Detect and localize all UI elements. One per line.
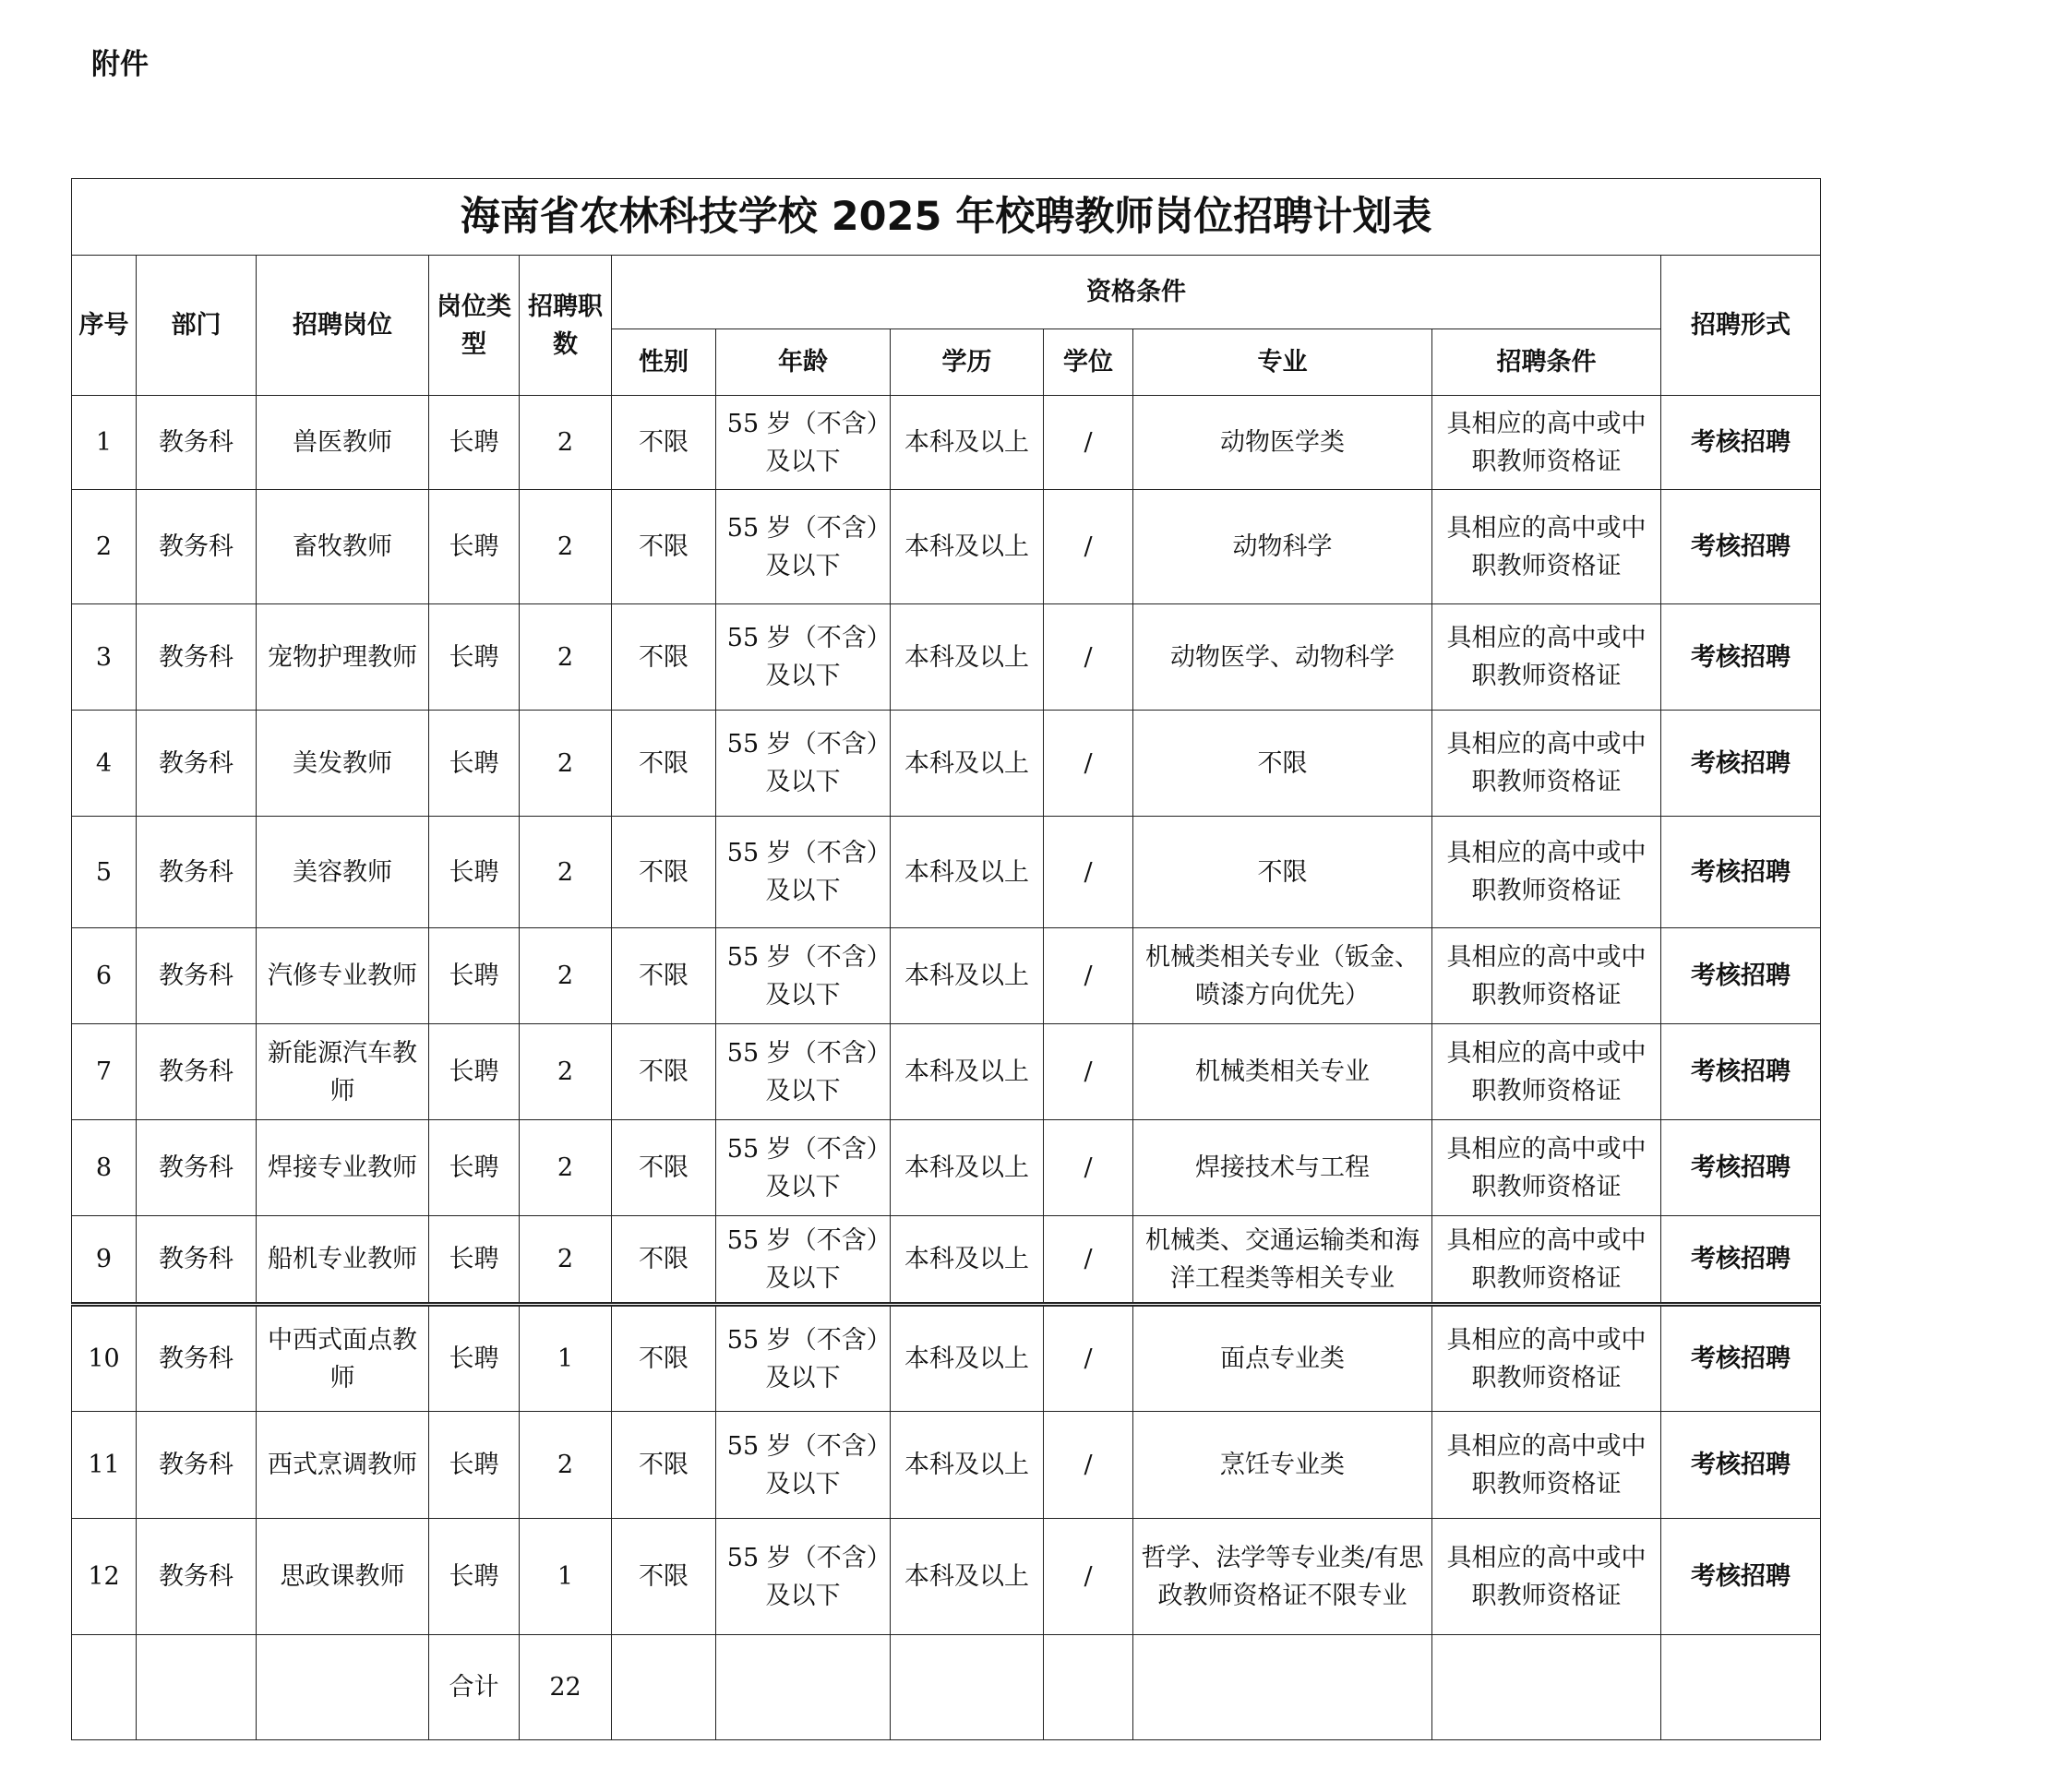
cell-conditions: 具相应的高中或中职教师资格证 [1432,1216,1661,1305]
total-cell [891,1635,1044,1740]
cell-position: 中西式面点教师 [257,1305,429,1412]
cell-position: 美容教师 [257,817,429,928]
cell-form: 考核招聘 [1661,396,1821,490]
header-conditions: 招聘条件 [1432,329,1661,396]
table-row [72,817,1821,928]
table-row [72,490,1821,604]
header-education: 学历 [891,329,1044,396]
cell-conditions: 具相应的高中或中职教师资格证 [1432,490,1661,604]
cell-position: 焊接专业教师 [257,1120,429,1216]
cell-age: 55 岁（不含）及以下 [716,711,891,817]
cell-education: 本科及以上 [891,1305,1044,1412]
cell-position: 宠物护理教师 [257,604,429,711]
total-cell [257,1635,429,1740]
cell-gender: 不限 [612,604,716,711]
cell-gender: 不限 [612,1120,716,1216]
cell-major: 机械类相关专业（钣金、喷漆方向优先） [1133,928,1432,1024]
cell-form: 考核招聘 [1661,604,1821,711]
cell-education: 本科及以上 [891,711,1044,817]
cell-count: 2 [520,1120,612,1216]
cell-dept: 教务科 [137,1024,257,1120]
cell-education: 本科及以上 [891,1024,1044,1120]
table-row [72,1519,1821,1635]
cell-gender: 不限 [612,1519,716,1635]
cell-type: 长聘 [429,1519,520,1635]
cell-age: 55 岁（不含）及以下 [716,1519,891,1635]
cell-education: 本科及以上 [891,1216,1044,1305]
cell-seq: 1 [72,396,137,490]
cell-type: 长聘 [429,711,520,817]
cell-conditions: 具相应的高中或中职教师资格证 [1432,1412,1661,1519]
cell-major: 烹饪专业类 [1133,1412,1432,1519]
cell-count: 1 [520,1305,612,1412]
cell-dept: 教务科 [137,1120,257,1216]
cell-type: 长聘 [429,1024,520,1120]
cell-gender: 不限 [612,928,716,1024]
cell-form: 考核招聘 [1661,1120,1821,1216]
cell-count: 2 [520,1216,612,1305]
total-cell [716,1635,891,1740]
cell-major: 不限 [1133,817,1432,928]
cell-education: 本科及以上 [891,1519,1044,1635]
cell-degree: / [1044,1120,1133,1216]
cell-dept: 教务科 [137,1412,257,1519]
cell-count: 2 [520,928,612,1024]
cell-education: 本科及以上 [891,1412,1044,1519]
attachment-label: 附件 [91,48,149,81]
cell-seq: 9 [72,1216,137,1305]
total-label: 合计 [429,1635,520,1740]
cell-degree: / [1044,1305,1133,1412]
header-post-type: 岗位类型 [429,256,520,396]
header-qualifications: 资格条件 [612,256,1661,329]
cell-seq: 3 [72,604,137,711]
table-row [72,1412,1821,1519]
cell-type: 长聘 [429,928,520,1024]
total-cell [137,1635,257,1740]
cell-degree: / [1044,928,1133,1024]
header-major: 专业 [1133,329,1432,396]
cell-degree: / [1044,817,1133,928]
header-position: 招聘岗位 [257,256,429,396]
cell-gender: 不限 [612,1024,716,1120]
cell-major: 哲学、法学等专业类/有思政教师资格证不限专业 [1133,1519,1432,1635]
table-row [72,1024,1821,1120]
cell-seq: 8 [72,1120,137,1216]
table-title: 海南省农林科技学校 2025 年校聘教师岗位招聘计划表 [72,179,1821,256]
cell-gender: 不限 [612,817,716,928]
cell-age: 55 岁（不含）及以下 [716,1024,891,1120]
cell-seq: 12 [72,1519,137,1635]
cell-age: 55 岁（不含）及以下 [716,604,891,711]
cell-major: 焊接技术与工程 [1133,1120,1432,1216]
cell-conditions: 具相应的高中或中职教师资格证 [1432,396,1661,490]
cell-seq: 7 [72,1024,137,1120]
cell-count: 2 [520,604,612,711]
total-row [72,1635,1821,1740]
header-form: 招聘形式 [1661,256,1821,396]
cell-type: 长聘 [429,396,520,490]
cell-education: 本科及以上 [891,490,1044,604]
cell-conditions: 具相应的高中或中职教师资格证 [1432,604,1661,711]
cell-position: 畜牧教师 [257,490,429,604]
cell-position: 船机专业教师 [257,1216,429,1305]
cell-dept: 教务科 [137,1305,257,1412]
cell-seq: 5 [72,817,137,928]
cell-major: 机械类、交通运输类和海洋工程类等相关专业 [1133,1216,1432,1305]
cell-age: 55 岁（不含）及以下 [716,817,891,928]
table-row [72,711,1821,817]
cell-form: 考核招聘 [1661,1024,1821,1120]
cell-form: 考核招聘 [1661,711,1821,817]
header-dept: 部门 [137,256,257,396]
cell-position: 新能源汽车教师 [257,1024,429,1120]
cell-seq: 10 [72,1305,137,1412]
total-value: 22 [520,1635,612,1740]
cell-major: 动物科学 [1133,490,1432,604]
cell-conditions: 具相应的高中或中职教师资格证 [1432,928,1661,1024]
cell-age: 55 岁（不含）及以下 [716,490,891,604]
cell-seq: 6 [72,928,137,1024]
cell-degree: / [1044,1519,1133,1635]
cell-major: 面点专业类 [1133,1305,1432,1412]
cell-gender: 不限 [612,490,716,604]
cell-degree: / [1044,1024,1133,1120]
cell-type: 长聘 [429,1216,520,1305]
cell-age: 55 岁（不含）及以下 [716,928,891,1024]
cell-count: 2 [520,490,612,604]
cell-major: 机械类相关专业 [1133,1024,1432,1120]
cell-count: 2 [520,711,612,817]
cell-degree: / [1044,1216,1133,1305]
table-row [72,1305,1821,1412]
cell-conditions: 具相应的高中或中职教师资格证 [1432,1024,1661,1120]
cell-seq: 11 [72,1412,137,1519]
cell-dept: 教务科 [137,1216,257,1305]
cell-dept: 教务科 [137,817,257,928]
total-cell [612,1635,716,1740]
cell-education: 本科及以上 [891,817,1044,928]
cell-gender: 不限 [612,711,716,817]
cell-education: 本科及以上 [891,604,1044,711]
cell-degree: / [1044,396,1133,490]
cell-conditions: 具相应的高中或中职教师资格证 [1432,1120,1661,1216]
cell-dept: 教务科 [137,396,257,490]
cell-conditions: 具相应的高中或中职教师资格证 [1432,1519,1661,1635]
cell-form: 考核招聘 [1661,1305,1821,1412]
cell-age: 55 岁（不含）及以下 [716,396,891,490]
cell-type: 长聘 [429,1305,520,1412]
cell-type: 长聘 [429,490,520,604]
cell-major: 动物医学、动物科学 [1133,604,1432,711]
cell-position: 思政课教师 [257,1519,429,1635]
cell-age: 55 岁（不含）及以下 [716,1120,891,1216]
cell-gender: 不限 [612,396,716,490]
total-cell [72,1635,137,1740]
cell-position: 汽修专业教师 [257,928,429,1024]
cell-conditions: 具相应的高中或中职教师资格证 [1432,1305,1661,1412]
cell-seq: 2 [72,490,137,604]
cell-position: 美发教师 [257,711,429,817]
cell-position: 西式烹调教师 [257,1412,429,1519]
cell-gender: 不限 [612,1305,716,1412]
table-row [72,1216,1821,1305]
cell-education: 本科及以上 [891,1120,1044,1216]
total-cell [1044,1635,1133,1740]
cell-education: 本科及以上 [891,928,1044,1024]
header-gender: 性别 [612,329,716,396]
cell-form: 考核招聘 [1661,817,1821,928]
cell-type: 长聘 [429,817,520,928]
cell-form: 考核招聘 [1661,928,1821,1024]
cell-age: 55 岁（不含）及以下 [716,1305,891,1412]
cell-dept: 教务科 [137,604,257,711]
cell-gender: 不限 [612,1412,716,1519]
cell-count: 2 [520,1412,612,1519]
header-degree: 学位 [1044,329,1133,396]
cell-major: 动物医学类 [1133,396,1432,490]
cell-form: 考核招聘 [1661,490,1821,604]
cell-count: 2 [520,817,612,928]
cell-age: 55 岁（不含）及以下 [716,1412,891,1519]
table-row [72,928,1821,1024]
cell-form: 考核招聘 [1661,1519,1821,1635]
cell-dept: 教务科 [137,1519,257,1635]
header-seq: 序号 [72,256,137,396]
cell-conditions: 具相应的高中或中职教师资格证 [1432,711,1661,817]
cell-degree: / [1044,711,1133,817]
cell-form: 考核招聘 [1661,1216,1821,1305]
cell-count: 1 [520,1519,612,1635]
header-age: 年龄 [716,329,891,396]
total-cell [1432,1635,1661,1740]
cell-dept: 教务科 [137,928,257,1024]
table-row [72,396,1821,490]
cell-type: 长聘 [429,1120,520,1216]
cell-education: 本科及以上 [891,396,1044,490]
cell-seq: 4 [72,711,137,817]
cell-type: 长聘 [429,1412,520,1519]
cell-dept: 教务科 [137,490,257,604]
total-cell [1661,1635,1821,1740]
cell-age: 55 岁（不含）及以下 [716,1216,891,1305]
cell-form: 考核招聘 [1661,1412,1821,1519]
table-row [72,604,1821,711]
cell-count: 2 [520,396,612,490]
cell-dept: 教务科 [137,711,257,817]
cell-conditions: 具相应的高中或中职教师资格证 [1432,817,1661,928]
cell-count: 2 [520,1024,612,1120]
cell-position: 兽医教师 [257,396,429,490]
total-cell [1133,1635,1432,1740]
recruitment-plan-table [71,178,1821,1740]
cell-gender: 不限 [612,1216,716,1305]
cell-degree: / [1044,490,1133,604]
cell-type: 长聘 [429,604,520,711]
header-count: 招聘职数 [520,256,612,396]
table-row [72,1120,1821,1216]
cell-degree: / [1044,1412,1133,1519]
cell-degree: / [1044,604,1133,711]
cell-major: 不限 [1133,711,1432,817]
